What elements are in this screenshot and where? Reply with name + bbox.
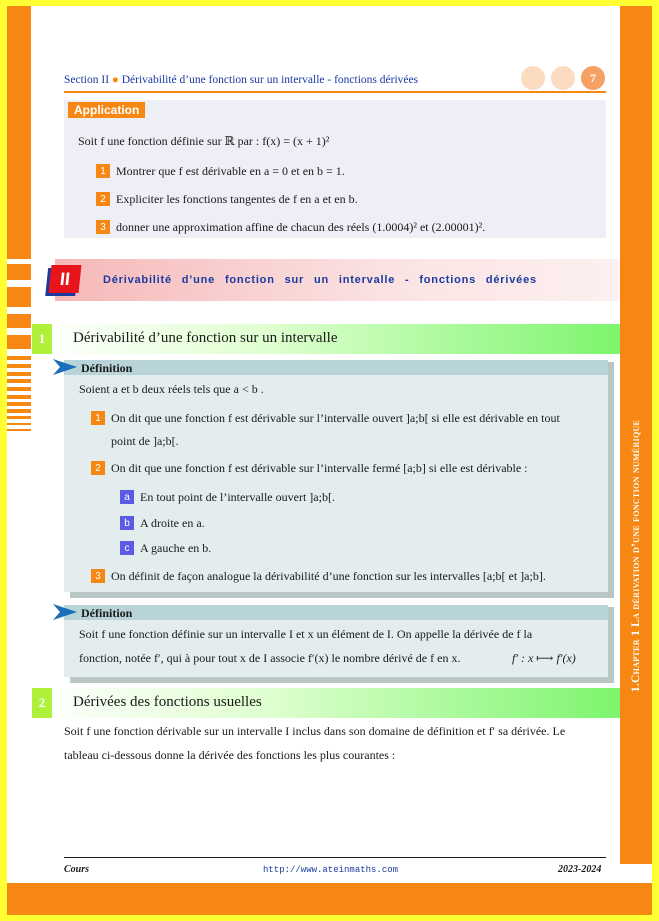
footer-right: 2023-2024 [558, 864, 602, 875]
chapter-side-title [620, 336, 652, 776]
item-number-badge: 2 [91, 461, 105, 475]
document-page [7, 6, 652, 915]
footer-rule [64, 857, 606, 858]
subsection-title: Dérivées des fonctions usuelles [73, 694, 262, 710]
application-item: Expliciter les fonctions tangentes de f en a et en b. [116, 192, 358, 206]
chapter-side-text: 1.Chapter 1 La dérivation d’une fonction numérique [630, 419, 642, 693]
left-stripe [7, 402, 31, 406]
left-stripe [7, 416, 31, 419]
definition-item-line: On dit que une fonction f est dérivable sur l’intervalle ouvert ]a;b[ si elle est dérivable en tout [111, 411, 560, 425]
definition-item-line: point de ]a;b[. [111, 434, 179, 448]
item-number-badge: 1 [96, 164, 110, 178]
left-orange-block [7, 335, 31, 349]
definition-subitem: A gauche en b. [140, 541, 212, 555]
left-orange-block [7, 314, 31, 328]
left-stripe [7, 364, 31, 368]
left-orange-block [7, 287, 31, 307]
item-number-badge: 2 [96, 192, 110, 206]
application-label: Application [68, 102, 145, 118]
header-section: Section II [64, 74, 110, 86]
letter-badge: a [120, 490, 134, 504]
application-box [64, 100, 606, 238]
left-stripe [7, 395, 31, 399]
footer-left: Cours [64, 864, 90, 875]
left-stripe [7, 423, 31, 425]
application-item: donner une approximation affine de chacun des réels (1.0004)² et (2.00001)². [116, 220, 486, 234]
left-stripe [7, 387, 31, 391]
subsection-number-badge: 2 [32, 688, 52, 718]
definition-label: Définition [81, 361, 133, 375]
arrow-right-icon [53, 359, 77, 375]
header-text [64, 74, 418, 86]
definition-subitem: A droite en a. [140, 516, 205, 530]
left-stripe [7, 409, 31, 413]
subsection-title: Dérivabilité d’une fonction sur un intervalle [73, 330, 338, 346]
footer-link[interactable]: http://www.ateinmaths.com [263, 865, 399, 875]
body-text-line: tableau ci-dessous donne la dérivée des fonctions les plus courantes : [64, 748, 396, 762]
left-orange-block [7, 264, 31, 280]
definition-header-bar [64, 360, 608, 375]
left-orange-band [7, 6, 31, 259]
letter-badge: c [120, 541, 134, 555]
header-circle-decoration [551, 66, 575, 90]
body-text-line: Soit f une fonction dérivable sur un intervalle I inclus dans son domaine de définition et f′ sa dérivée. Le [64, 724, 566, 738]
definition-item-line: On définit de façon analogue la dérivabilité d’une fonction sur les intervalles [a;b[ et ]a;b]. [111, 569, 546, 583]
definition-line: Soit f une fonction définie sur un intervalle I et x un élément de I. On appelle la dérivée de f la [79, 627, 533, 641]
arrow-right-icon [53, 604, 77, 620]
header-circle-decoration [521, 66, 545, 90]
definition-line: fonction, notée f′, qui à pour tout x de I associe f′(x) le nombre dérivé de f en x. [79, 651, 461, 665]
application-intro: Soit f une fonction définie sur ℝ par : f(x) = (x + 1)² [78, 134, 330, 148]
header-rule [64, 91, 606, 93]
application-item: Montrer que f est dérivable en a = 0 et en b = 1. [116, 164, 345, 178]
definition-intro: Soient a et b deux réels tels que a < b . [79, 382, 264, 396]
left-stripe [7, 372, 31, 376]
page-number-badge: 7 [581, 66, 605, 90]
left-stripe [7, 379, 31, 383]
bottom-orange-band [7, 883, 652, 915]
subsection-number-badge: 1 [32, 324, 52, 354]
letter-badge: b [120, 516, 134, 530]
section-number-badge: II [49, 265, 82, 293]
item-number-badge: 3 [91, 569, 105, 583]
definition-label: Définition [81, 606, 133, 620]
header-title: Dérivabilité d’une fonction sur un intervalle - fonctions dérivées [121, 74, 419, 86]
left-stripe [7, 429, 31, 431]
item-number-badge: 1 [91, 411, 105, 425]
definition-header-bar [64, 605, 608, 620]
item-number-badge: 3 [96, 220, 110, 234]
left-stripe [7, 356, 31, 360]
definition-item-line: On dit que une fonction f est dérivable sur l’intervalle fermé [a;b] si elle est dérivable : [111, 461, 528, 475]
definition-subitem: En tout point de l’intervalle ouvert ]a;b[. [140, 490, 335, 504]
bullet-dot-icon: ● [111, 74, 119, 86]
derivative-formula: f′ : x ⟼ f′(x) [512, 651, 576, 665]
section-title: Dérivabilité d’une fonction sur un intervalle - fonctions dérivées [103, 274, 537, 286]
